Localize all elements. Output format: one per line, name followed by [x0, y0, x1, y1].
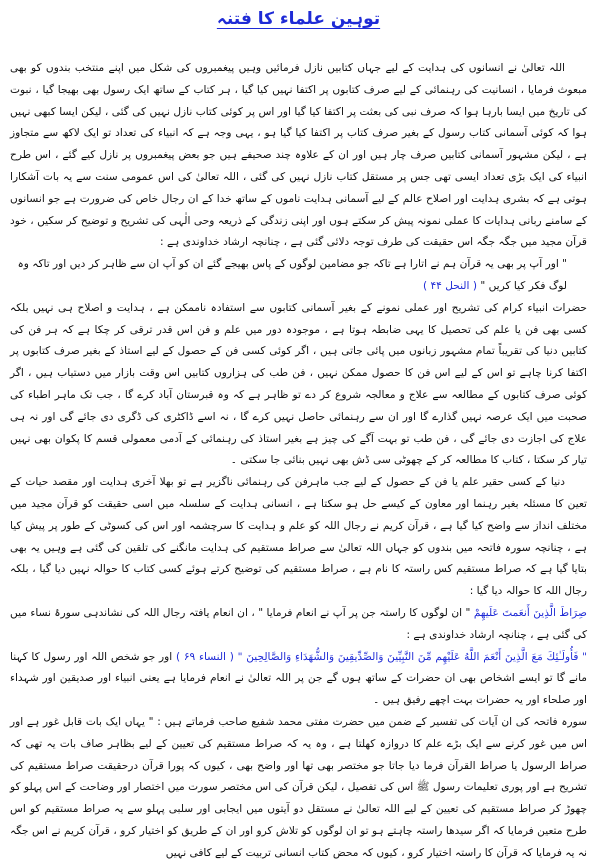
quote-nahl: [10, 254, 587, 298]
paragraph-teacher-need: حضرات انبیاء کرام کی تشریح اور عملی نمونے کے بغیر آسمانی کتابوں سے استفادہ ناممکن ہے ، ہدایت و اصلاح ہی نہیں بلکہ کسی بھی فن یا علم کی تحصیل کا یہی ضابطہ ہوتا ہے ، موجودہ دور میں علم و فن اس قدر ترقی کر چکا ہے کہ ہر فن کی کتابیں دنیا کی تقریباً تمام مشہور زبانوں میں پائی جاتی ہیں ، اگر کوئی کسی فن کے حصول کے لیے استاذ کے بغیر صرف کتابوں پر اکتفا کرنا چاہے تو اس کے لیے اس فن کا حصول ممکن نہیں ، فن طب کی ہزاروں کتابیں اس وقت بازار میں دستیاب ہیں ، اگر کوئی صرف کتابوں کے مطالعہ سے علاج و معالجہ شروع کر دے تو ظاہر ہے کہ وہ قبرستان آباد کرے گا ، جب تک ماہر اطباء کی صحبت میں ایک عرصہ نہیں گذارے گا اور ان سے رہنمائی حاصل نہیں کرے گا ، نہ اسے ڈاکٹری کی ڈگری دی جائے گی اور نہ ہی علاج کی اجازت دی جائے گی ، فن طب تو بہت آگے کی چیز ہے بغیر استاذ کی رہنمائی کے آدمی معمولی قسم کا پکوان بھی نہیں تیار کر سکتا ، کتاب کا مطالعہ کر کے چھوٹی سی ڈش بھی نہیں بنائی جا سکتی ۔: [10, 301, 587, 467]
paragraph-guidance: دنیا کے کسی حقیر علم یا فن کے حصول کے لیے جب ماہرفن کی رہنمائی ناگزیر ہے تو بھلا آخری ہدایت اور مقصد حیات کے تعین کا مسئلہ بغیر رہنما اور معاون کے کیسے حل ہو سکتا ہے ، انسانی ہدایت کے سلسلہ میں اسی حقیقت کو قرآن مجید میں مختلف انداز سے واضح کیا گیا ہے ، قرآن کریم نے رجال اللہ کو علم و ہدایت کا سرچشمہ اور اس کی کسوٹی کے طور پر پیش کیا ہے ، چنانچہ سورہ فاتحہ میں بندوں کو جہاں اللہ تعالیٰ سے صراط مستقیم کی ہدایت مانگنے کی تلقین کی گئی ہے وہیں یہ بھی بتایا گیا ہے کہ صراط مستقیم کس راستہ کا نام ہے ، صراط مستقیم کی توضیح کرتے ہوئے کسی کتاب کا حوالہ نہیں دیا گیا ، بلکہ رجال اللہ کا حوالہ دیا گیا :: [10, 476, 587, 598]
quote-fatiha-arabic: صِرَاطَ الَّذِينَ أَنعَمتَ عَلَيهِمْ: [473, 606, 588, 619]
quote-nisa-arabic: " فَأُولَـٰئِكَ مَعَ الَّذِينَ أَنْعَمَ اللَّهُ عَلَيْهِم مِّنَ النَّبِيِّينَ وَالصِّدِّيقِينَ وَالشُّهَدَاءِ وَالصَّالِحِينَ ": [237, 650, 587, 663]
quote-nisa-reference: ( النساء ۶۹ ): [175, 650, 234, 663]
quote-nisa: [10, 647, 587, 712]
paragraph-intro: اللہ تعالیٰ نے انسانوں کی ہدایت کے لیے جہاں کتابیں نازل فرمائیں وہیں پیغمبروں کی شکل میں اپنے منتخب بندوں کو بھی مبعوث فرمایا ، انسانیت کی رہنمائی کے لیے صرف کتابوں پر اکتفا نہیں کیا گیا ، ہر کتاب کے ساتھ ایک رسول بھی بھیجا گیا ، نبوت کی تاریخ میں ایسا بارہا ہوا کہ صرف نبی کی بعثت پر اکتفا کیا گیا اور اس پر کوئی کتاب نازل نہیں کی گئی ، لیکن ایسا کبھی نہیں ہوا کہ کوئی آسمانی کتاب رسول کے بغیر صرف کتاب پر اکتفا کیا گیا ہو ، یہی وجہ ہے کہ انبیاء کی تعداد تو ایک لاکھ سے متجاوز ہے ، لیکن مشہور آسمانی کتابیں صرف چار ہیں اور ان کے علاوہ چند صحیفے ہیں جو بعض پیغمبروں پر نازل کیے گئے ، اس طرح انبیاء کی ایک بڑی تعداد ایسی تھی جس پر مستقل کتاب نازل نہیں کی گئی ، اللہ تعالیٰ کی اس عمومی سنت سے یہ بات آشکارا ہوتی ہے کہ بشری ہدایت اور اصلاح عالم کے لیے آسمانی ہدایت ناموں کے ساتھ خدا کے ان رجال خاص کی ضرورت ہے جو انسانوں کے سامنے ربانی ہدایات کا عملی نمونہ پیش کر سکتے ہوں اور اپنی زندگی کے ذریعہ وحی الٰہی کی تشریح و توضیح کر سکیں ، خود قرآن مجید میں جگہ جگہ اس حقیقت کی طرف توجہ دلائی گئی ہے ، چنانچہ ارشاد خداوندی ہے :: [10, 62, 587, 249]
quote-nahl-reference: ( النحل ۴۴ ): [422, 279, 477, 292]
paragraph-tafsir: سورہ فاتحہ کی ان آیات کی تفسیر کے ضمن میں حضرت مفتی محمد شفیع صاحب فرماتے ہیں : " یہاں ایک بات قابل غور ہے اور اس میں غور کرنے سے ایک بڑے علم کا دروازہ کھلتا ہے ، وہ یہ کہ صراط مستقیم کی تعیین کے لیے بظاہر صاف بات یہ تھی کہ صراط الرسول یا صراط القرآن فرما دیا جاتا جو مختصر بھی تھا اور واضح بھی ، کیوں کہ پورا قرآن درحقیقت صراط مستقیم کی تشریح ہے اور پوری تعلیمات رسول ﷺ اس کی تفصیل ، لیکن قرآن کی اس مختصر سورت میں اختصار اور وضاحت کے اس پہلو کو چھوڑ کر صراط مستقیم کی تعیین کے لیے اللہ تعالیٰ نے مستقل دو آیتوں میں ایجابی اور سلبی پہلو سے یہ صراط مستقیم کو اس طرح متعین فرمایا کہ اگر سیدھا راستہ چاہتے ہو تو ان لوگوں کو تلاش کرو اور ان کے طریق کو اختیار کرو ، قرآن کریم نے اس جگہ نہ یہ فرمایا کہ قرآن کا راستہ اختیار کرو ، کیوں کہ محض کتاب انسانی تربیت کے لیے کافی نہیں: [10, 715, 587, 859]
quote-fatiha: [10, 603, 587, 647]
quote-nisa-text: اور جو شخص اللہ اور رسول کا کہنا مانے گا تو ایسے اشخاص بھی ان حضرات کے ساتھ ہوں گے جن پر اللہ تعالیٰ نے انعام فرمایا ہے یعنی انبیاء اور صدیقین اور شہداء اور صلحاء اور یہ حضرات بہت اچھے رفیق ہیں ۔: [10, 650, 587, 707]
quote-fatiha-text: " ان لوگوں کا راستہ جن پر آپ نے انعام فرمایا " ، ان انعام یافتہ رجال اللہ کی نشاندہی سورۂ نساء میں کی گئی ہے ، چنانچہ ارشاد خداوندی ہے :: [10, 606, 587, 641]
quote-nahl-text: " اور آپ پر بھی یہ قرآن ہم نے اتارا ہے تاکہ جو مضامین لوگوں کے پاس بھیجے گئے ان کو آپ ان سے ظاہر کر دیں اور تاکہ وہ لوگ فکر کیا کریں ": [17, 258, 567, 292]
page-title: توہین علماء کا فتنہ: [216, 9, 381, 29]
